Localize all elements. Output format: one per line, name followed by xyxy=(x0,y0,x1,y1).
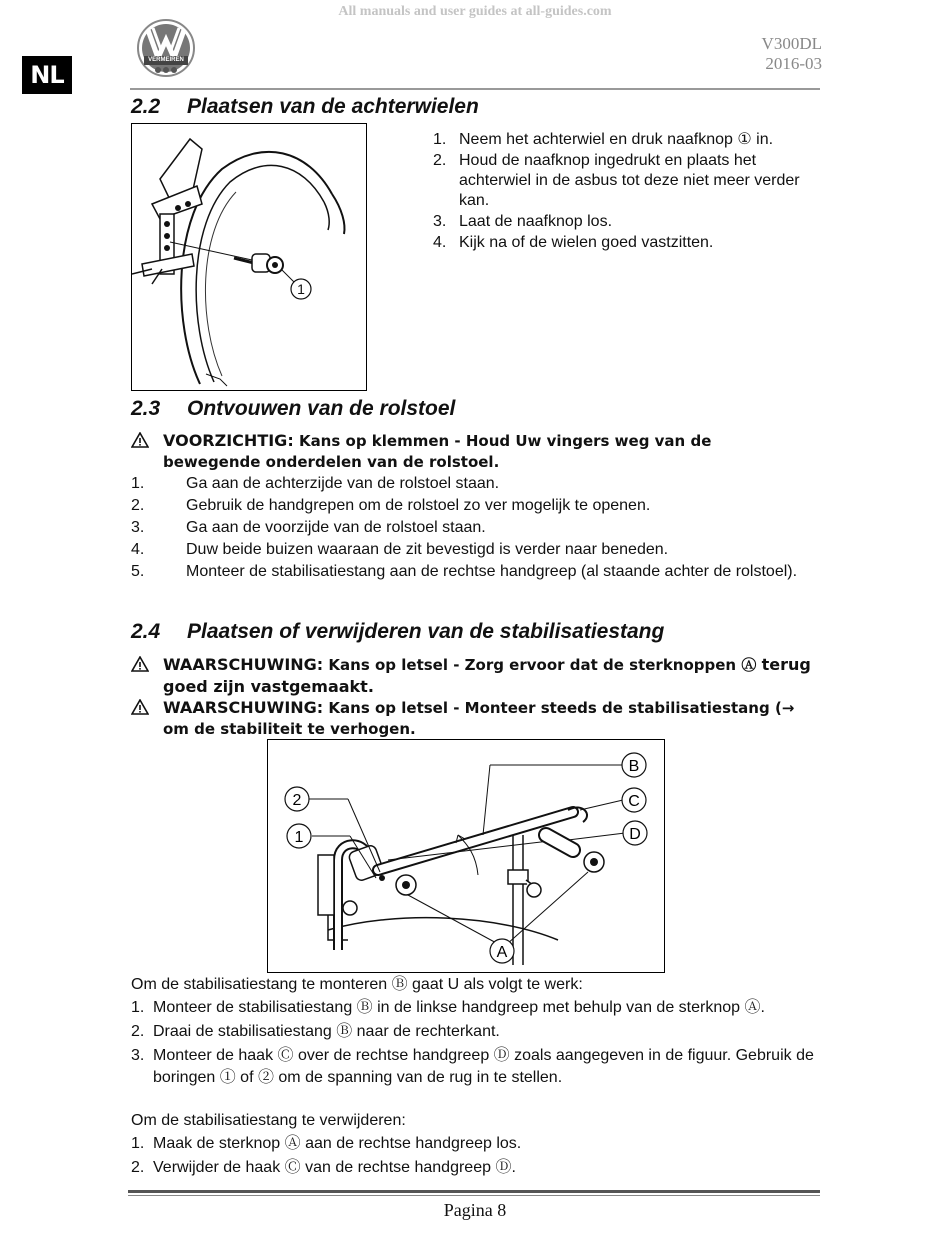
warning-triangle-icon xyxy=(131,432,149,448)
mount-intro: Om de stabilisatiestang te monteren Ⓑ gaat U als volgt te werk: xyxy=(131,976,583,993)
list-item: 1. Monteer de stabilisatiestang Ⓑ in de linkse handgreep met behulp van de sterknop Ⓐ. xyxy=(131,999,765,1016)
caution-notice: VOORZICHTIG: Kans op klemmen - Houd Uw vingers weg van de bewegende onderdelen van de rolstoel. xyxy=(131,430,811,473)
list-item: 4. Duw beide buizen waaraan de zit bevestigd is verder naar beneden. xyxy=(131,541,669,558)
list-item: 1. Neem het achterwiel en druk naafknop ① in. xyxy=(433,131,774,148)
warning-notice-1: WAARSCHUWING: Kans op letsel - Zorg ervoor dat de sterknoppen Ⓐ terug goed zijn vastgemaakt. xyxy=(131,654,811,698)
callout-2: 2 xyxy=(292,792,302,809)
remove-instructions xyxy=(131,1110,821,1181)
document-info xyxy=(762,34,822,74)
section-number: 2.4 xyxy=(131,620,161,643)
rear-wheel-figure xyxy=(131,123,367,391)
list-item: 1. Maak de sterknop Ⓐ aan de rechtse handgreep los. xyxy=(131,1135,522,1152)
list-item: 3. Ga aan de voorzijde van de rolstoel staan. xyxy=(131,519,486,536)
list-item: 5. Monteer de stabilisatiestang aan de rechtse handgreep (al staande achter de rolstoel). xyxy=(131,563,798,580)
list-item: 2. Gebruik de handgrepen om de rolstoel zo ver mogelijk te openen. xyxy=(131,497,651,514)
logo-text: VERMEIREN xyxy=(148,57,184,63)
header-divider xyxy=(130,88,820,90)
warning-triangle-icon xyxy=(131,656,149,672)
callout-a: A xyxy=(496,944,508,961)
document-date: 2016-03 xyxy=(765,54,822,73)
section-number: 2.2 xyxy=(131,95,161,118)
section-title: Plaatsen van de achterwielen xyxy=(187,95,479,118)
model-number: V300DL xyxy=(761,34,822,53)
rear-wheel-steps xyxy=(433,130,823,254)
warning-triangle-icon xyxy=(131,699,149,715)
list-item: 2. Verwijder de haak Ⓒ van de rechtse handgreep Ⓓ. xyxy=(131,1159,516,1176)
remove-intro: Om de stabilisatiestang te verwijderen: xyxy=(131,1112,406,1129)
section-title: Plaatsen of verwijderen van de stabilisatiestang xyxy=(187,620,665,643)
page-number: Pagina 8 xyxy=(443,1200,507,1220)
section-2-3-heading xyxy=(131,397,455,421)
section-2-2-heading xyxy=(131,95,479,119)
section-2-4-heading xyxy=(131,620,664,644)
callout-1: 1 xyxy=(297,281,305,297)
callout-b: B xyxy=(628,758,640,775)
vermeiren-logo xyxy=(136,18,196,78)
list-item: 2. Houd de naafknop ingedrukt en plaats het achterwiel in de asbus tot deze niet meer verder kan. xyxy=(433,152,800,209)
list-item: 2. Draai de stabilisatiestang Ⓑ naar de rechterkant. xyxy=(131,1023,500,1040)
callout-1: 1 xyxy=(294,829,304,846)
section-number: 2.3 xyxy=(131,397,161,420)
language-badge: NL xyxy=(22,56,72,94)
callout-c: C xyxy=(628,793,640,810)
footer-divider xyxy=(128,1190,820,1193)
warning-notice-2: WAARSCHUWING: Kans op letsel - Monteer steeds de stabilisatiestang (→ om de stabiliteit te verhogen. xyxy=(131,697,811,740)
unfold-steps xyxy=(131,473,811,583)
list-item: 4. Kijk na of de wielen goed vastzitten. xyxy=(433,234,714,251)
list-item: 3. Monteer de haak Ⓒ over de rechtse handgreep Ⓓ zoals aangegeven in de figuur. Gebruik de boringen ① of ② om de spanning van de rug in te stellen. xyxy=(131,1047,814,1086)
footer-divider-thin xyxy=(128,1195,820,1196)
list-item: 1. Ga aan de achterzijde van de rolstoel staan. xyxy=(131,475,500,492)
list-item: 3. Laat de naafknop los. xyxy=(433,213,613,230)
section-title: Ontvouwen van de rolstoel xyxy=(187,397,456,420)
callout-d: D xyxy=(629,826,641,843)
mount-instructions xyxy=(131,974,821,1091)
watermark: All manuals and user guides at all-guides.com xyxy=(338,4,612,19)
stabiliser-bar-figure xyxy=(267,739,665,973)
